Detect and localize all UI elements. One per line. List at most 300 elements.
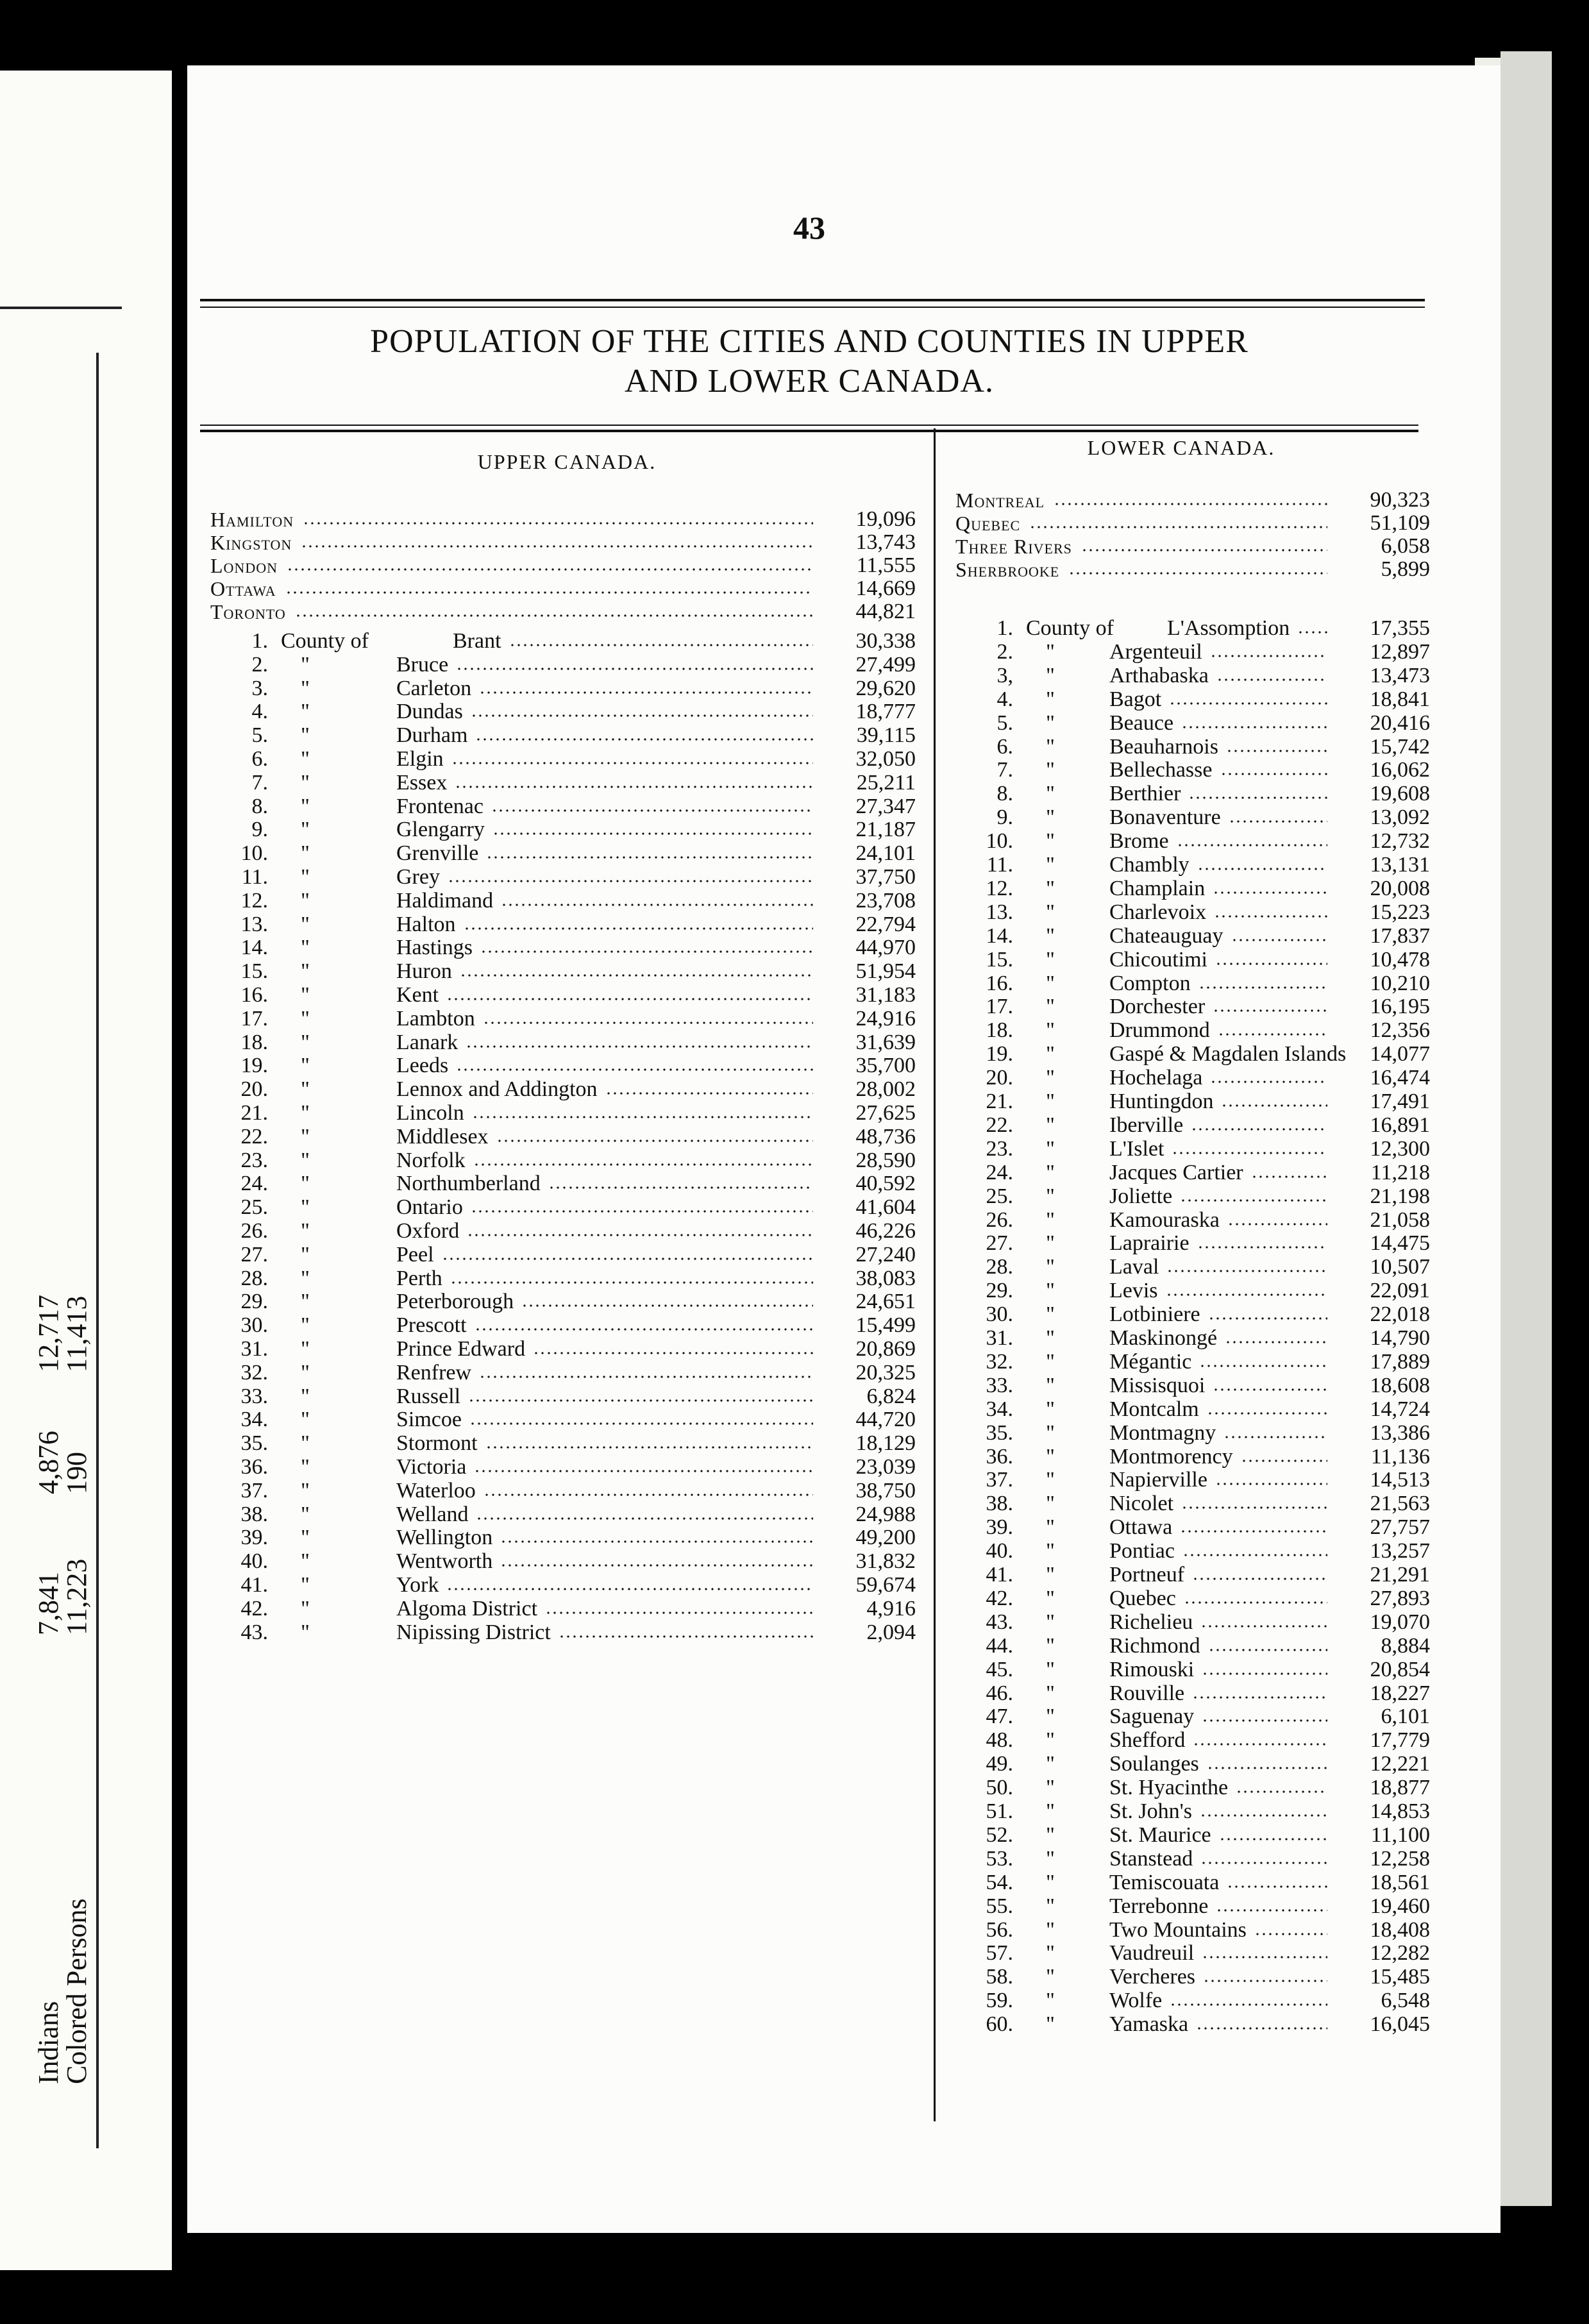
upper-leader-dots — [295, 614, 813, 617]
lower-leader-dots — [1203, 1980, 1327, 1982]
lower-city-value: 51,109 — [1370, 511, 1430, 535]
lower-county-number: 36. — [986, 1444, 1013, 1469]
lower-county-ditto: " — [1046, 1799, 1055, 1823]
lower-leader-dots — [1207, 1767, 1327, 1769]
upper-leader-dots — [545, 1612, 813, 1614]
lower-county-ditto: " — [1046, 1136, 1055, 1161]
lower-county-number: 8. — [996, 782, 1013, 806]
lower-county-value: 18,227 — [1370, 1681, 1430, 1705]
lower-leader-dots — [1231, 939, 1328, 941]
upper-county-name: Hastings — [396, 936, 473, 960]
lower-county-row — [955, 1043, 1430, 1066]
lower-county-ditto: " — [1046, 1492, 1055, 1516]
lower-county-row — [955, 759, 1430, 782]
lower-county-ditto: " — [1046, 1184, 1055, 1208]
upper-leader-dots — [480, 950, 813, 953]
upper-county-row — [210, 1314, 916, 1337]
lower-county-row — [955, 1398, 1430, 1421]
upper-county-name: Dundas — [396, 700, 463, 724]
upper-county-ditto: " — [301, 1360, 310, 1385]
lower-county-ditto: " — [1046, 1373, 1055, 1397]
lower-county-name: Hochelaga — [1109, 1066, 1203, 1090]
upper-county-number: 19. — [240, 1054, 268, 1078]
lower-city-name: Quebec — [955, 512, 1021, 535]
lower-county-ditto: " — [1046, 639, 1055, 664]
upper-county-ditto: " — [301, 1526, 310, 1550]
lower-county-row — [955, 830, 1430, 853]
lower-county-name: Bonaventure — [1109, 805, 1221, 830]
lower-county-number: 2. — [996, 639, 1013, 664]
upper-county-value: 27,347 — [855, 794, 916, 818]
lower-leader-dots — [1181, 726, 1327, 728]
lower-county-ditto: " — [1046, 1255, 1055, 1279]
lower-county-value: 17,889 — [1370, 1349, 1430, 1374]
upper-county-name: Norfolk — [396, 1148, 466, 1172]
upper-county-ditto: " — [301, 1030, 310, 1054]
lower-county-value: 16,891 — [1370, 1113, 1430, 1137]
upper-county-name: Ontario — [396, 1195, 463, 1220]
upper-leader-dots — [479, 1376, 813, 1378]
upper-county-value: 31,183 — [855, 983, 916, 1007]
lower-county-name: Terrebonne — [1109, 1894, 1209, 1918]
upper-leader-dots — [471, 1210, 813, 1213]
lower-county-value: 16,062 — [1370, 758, 1430, 782]
lower-county-number: 1. — [996, 616, 1013, 640]
lower-county-ditto: " — [1046, 1728, 1055, 1753]
upper-county-ditto: " — [301, 1408, 310, 1432]
lower-county-row — [955, 617, 1430, 640]
upper-county-number: 43. — [240, 1620, 268, 1644]
lower-county-name: Bagot — [1109, 687, 1162, 711]
lower-leader-dots — [1227, 1885, 1327, 1888]
lower-leader-dots — [1180, 1530, 1327, 1533]
lower-county-value: 14,475 — [1370, 1231, 1430, 1256]
lower-county-row — [955, 1019, 1430, 1042]
lower-county-value: 21,058 — [1370, 1208, 1430, 1232]
upper-leader-dots — [501, 904, 813, 906]
lower-leader-dots — [1172, 1152, 1327, 1154]
upper-county-ditto: " — [301, 1266, 310, 1290]
upper-county-ditto: " — [301, 865, 310, 889]
lower-county-name: Maskinongé — [1109, 1326, 1218, 1350]
upper-county-name: Glengarry — [396, 818, 485, 842]
upper-county-value: 44,720 — [855, 1408, 916, 1432]
lower-county-number: 29. — [986, 1279, 1013, 1303]
upper-county-row — [210, 677, 916, 700]
upper-county-name: Russell — [396, 1384, 461, 1408]
upper-county-row — [210, 1078, 916, 1101]
lower-county-row — [955, 1635, 1430, 1658]
upper-county-row — [210, 1338, 916, 1361]
lower-county-ditto: " — [1046, 711, 1055, 735]
lower-county-name: Jacques Cartier — [1109, 1160, 1243, 1184]
upper-county-number: 23. — [240, 1148, 268, 1172]
lower-leader-dots — [1193, 1743, 1327, 1746]
lower-county-number: 23. — [986, 1136, 1013, 1161]
upper-county-name: Grenville — [396, 841, 479, 866]
lower-county-number: 14. — [986, 923, 1013, 948]
lower-county-ditto: " — [1046, 805, 1055, 830]
upper-county-value: 35,700 — [855, 1054, 916, 1078]
lower-county-row — [955, 1469, 1430, 1492]
upper-county-value: 27,625 — [855, 1101, 916, 1125]
upper-county-value: 21,187 — [855, 818, 916, 842]
upper-leader-dots — [533, 1352, 813, 1354]
lower-county-ditto: " — [1046, 1539, 1055, 1563]
upper-county-row — [210, 1220, 916, 1243]
upper-county-ditto: " — [301, 1172, 310, 1196]
upper-county-row — [210, 795, 916, 818]
upper-county-name: Halton — [396, 912, 456, 936]
lower-county-name: Chambly — [1109, 853, 1190, 877]
upper-county-ditto: " — [301, 1573, 310, 1597]
upper-county-value: 15,499 — [855, 1313, 916, 1338]
lower-leader-dots — [1216, 678, 1327, 681]
lower-leader-dots — [1220, 773, 1328, 775]
lower-county-row — [955, 877, 1430, 900]
upper-leader-dots — [476, 1517, 813, 1520]
lower-leader-dots — [1254, 1933, 1327, 1935]
upper-county-value: 31,832 — [855, 1549, 916, 1574]
upper-city-row — [210, 577, 916, 600]
upper-county-value: 39,115 — [856, 723, 916, 748]
upper-canada-heading: UPPER CANADA. — [477, 450, 657, 473]
lower-county-value: 18,608 — [1370, 1373, 1430, 1397]
lower-county-value: 13,092 — [1370, 805, 1430, 830]
lower-leader-dots — [1180, 1199, 1327, 1202]
upper-city-name: Kingston — [210, 531, 292, 554]
upper-county-name: Northumberland — [396, 1172, 541, 1196]
lower-leader-dots — [1226, 750, 1327, 752]
lower-county-name: Richmond — [1109, 1633, 1200, 1658]
upper-leader-dots — [456, 1068, 813, 1071]
upper-city-name: Ottawa — [210, 577, 276, 600]
top-rule-thin — [200, 307, 1425, 308]
lower-county-row — [955, 1611, 1430, 1634]
lower-county-name: Chicoutimi — [1109, 947, 1207, 972]
lower-county-number: 32. — [986, 1349, 1013, 1374]
lower-county-ditto: " — [1046, 1894, 1055, 1918]
lower-county-number: 9. — [996, 805, 1013, 830]
lower-leader-dots — [1241, 1460, 1327, 1462]
lower-leader-dots — [1210, 1081, 1327, 1083]
upper-county-value: 46,226 — [855, 1219, 916, 1243]
lower-leader-dots — [1200, 1814, 1327, 1817]
lower-county-row — [955, 2013, 1430, 2036]
lower-county-name: Wolfe — [1109, 1989, 1163, 2013]
lower-leader-dots — [1188, 796, 1327, 799]
upper-county-ditto: " — [301, 794, 310, 818]
upper-county-row — [210, 984, 916, 1007]
lower-county-number: 22. — [986, 1113, 1013, 1137]
lower-county-row — [955, 948, 1430, 972]
lower-county-value: 12,282 — [1370, 1941, 1430, 1966]
upper-county-name: Perth — [396, 1266, 442, 1290]
lower-county-number: 35. — [986, 1420, 1013, 1445]
lower-county-name: L'Islet — [1109, 1136, 1164, 1161]
lower-county-ditto: " — [1046, 900, 1055, 924]
upper-county-ditto: " — [301, 1148, 310, 1172]
lower-county-value: 18,877 — [1370, 1776, 1430, 1800]
lower-leader-dots — [1197, 1246, 1327, 1249]
lower-county-value: 14,513 — [1370, 1468, 1430, 1492]
lower-leader-dots — [1200, 1862, 1327, 1864]
lower-county-row — [955, 688, 1430, 711]
lower-county-name: Quebec — [1109, 1586, 1176, 1610]
lower-county-value: 15,742 — [1370, 734, 1430, 759]
lower-county-row — [955, 1185, 1430, 1208]
upper-county-value: 6,824 — [866, 1384, 916, 1408]
lower-county-number: 44. — [986, 1633, 1013, 1658]
lower-county-value: 21,198 — [1370, 1184, 1430, 1208]
upper-county-ditto: " — [301, 1337, 310, 1361]
upper-county-value: 4,916 — [866, 1596, 916, 1621]
lower-city-row — [955, 558, 1430, 581]
upper-county-row — [210, 724, 916, 747]
lower-county-number: 37. — [986, 1468, 1013, 1492]
lower-county-name: Argenteuil — [1109, 639, 1202, 664]
lower-county-number: 53. — [986, 1846, 1013, 1871]
upper-county-ditto: " — [301, 700, 310, 724]
lower-county-row — [955, 1540, 1430, 1563]
lower-county-row — [955, 1729, 1430, 1752]
upper-county-row — [210, 1243, 916, 1267]
upper-county-number: 6. — [251, 747, 268, 771]
facing-label-colored-persons: Colored Persons — [61, 1898, 92, 2084]
lower-county-value: 10,210 — [1370, 971, 1430, 995]
upper-county-value: 44,970 — [855, 936, 916, 960]
upper-county-value: 49,200 — [855, 1526, 916, 1550]
lower-leader-dots — [1210, 655, 1327, 657]
title-rule-thin — [200, 425, 1418, 426]
lower-county-number: 49. — [986, 1752, 1013, 1776]
lower-county-row — [955, 1066, 1430, 1090]
lower-county-value: 27,893 — [1370, 1586, 1430, 1610]
lower-county-value: 11,218 — [1370, 1160, 1430, 1184]
lower-county-ditto: " — [1046, 1657, 1055, 1681]
lower-county-number: 51. — [986, 1799, 1013, 1823]
lower-county-ditto: " — [1046, 1563, 1055, 1587]
upper-county-number: 37. — [240, 1478, 268, 1503]
upper-county-row — [210, 700, 916, 723]
upper-county-name: Brant — [453, 629, 501, 653]
facing-page-rule — [0, 307, 122, 309]
lower-county-ditto: County of — [1026, 616, 1114, 640]
upper-county-value: 22,794 — [855, 912, 916, 936]
lower-county-row — [955, 1256, 1430, 1279]
lower-county-number: 19. — [986, 1042, 1013, 1066]
upper-county-value: 25,211 — [856, 770, 916, 795]
lower-city-value: 90,323 — [1370, 488, 1430, 512]
lower-county-ditto: " — [1046, 687, 1055, 711]
lower-county-value: 15,223 — [1370, 900, 1430, 924]
lower-county-value: 10,507 — [1370, 1255, 1430, 1279]
upper-county-row — [210, 1267, 916, 1290]
lower-county-name: Portneuf — [1109, 1563, 1185, 1587]
upper-city-value: 13,743 — [855, 530, 916, 554]
upper-county-number: 21. — [240, 1101, 268, 1125]
upper-county-number: 17. — [240, 1006, 268, 1031]
upper-county-value: 20,325 — [855, 1360, 916, 1385]
upper-county-row — [210, 1550, 916, 1573]
upper-county-ditto: " — [301, 1620, 310, 1644]
lower-county-value: 21,563 — [1370, 1492, 1430, 1516]
lower-county-row — [955, 641, 1430, 664]
upper-leader-dots — [472, 1116, 813, 1118]
lower-county-ditto: " — [1046, 1231, 1055, 1256]
lower-county-name: Pontiac — [1109, 1539, 1175, 1563]
upper-county-ditto: " — [301, 1455, 310, 1479]
upper-county-row — [210, 960, 916, 983]
lower-leader-dots — [1213, 891, 1327, 894]
upper-county-ditto: " — [301, 841, 310, 866]
lower-county-name: Compton — [1109, 971, 1191, 995]
lower-leader-dots — [1182, 1554, 1327, 1556]
lower-leader-dots — [1202, 1672, 1327, 1675]
lower-city-row — [955, 489, 1430, 512]
upper-leader-dots — [548, 1186, 813, 1189]
lower-county-value: 14,853 — [1370, 1799, 1430, 1823]
upper-county-ditto: " — [301, 1596, 310, 1621]
lower-county-row — [955, 901, 1430, 924]
upper-city-name: Toronto — [210, 600, 286, 623]
lower-leader-dots — [1225, 1341, 1327, 1343]
lower-county-name: Two Mountains — [1109, 1917, 1247, 1942]
lower-county-number: 3, — [996, 663, 1013, 687]
upper-leader-dots — [475, 738, 813, 741]
upper-county-number: 39. — [240, 1526, 268, 1550]
lower-leader-dots — [1192, 1696, 1327, 1699]
lower-county-number: 52. — [986, 1823, 1013, 1847]
lower-county-value: 19,070 — [1370, 1610, 1430, 1634]
lower-county-ditto: " — [1046, 782, 1055, 806]
upper-leader-dots — [475, 1328, 813, 1331]
upper-county-name: Oxford — [396, 1219, 460, 1243]
upper-county-row — [210, 1408, 916, 1431]
lower-county-number: 24. — [986, 1160, 1013, 1184]
lower-leader-dots — [1214, 915, 1327, 918]
lower-county-number: 11. — [986, 853, 1013, 877]
lower-county-name: Gaspé & Magdalen Islands — [1109, 1042, 1347, 1066]
lower-city-name: Sherbrooke — [955, 558, 1060, 581]
upper-county-name: Algoma District — [396, 1596, 538, 1621]
lower-county-row — [955, 1090, 1430, 1113]
upper-county-value: 20,869 — [855, 1337, 916, 1361]
lower-county-name: Drummond — [1109, 1018, 1210, 1043]
lower-leader-dots — [1208, 1317, 1327, 1320]
lower-county-ditto: " — [1046, 1965, 1055, 1989]
lower-county-row — [955, 782, 1430, 805]
upper-county-number: 4. — [251, 700, 268, 724]
lower-county-ditto: " — [1046, 853, 1055, 877]
upper-leader-dots — [479, 691, 813, 694]
lower-county-ditto: " — [1046, 1633, 1055, 1658]
lower-county-name: Saguenay — [1109, 1705, 1195, 1729]
lower-county-number: 28. — [986, 1255, 1013, 1279]
lower-county-value: 19,460 — [1370, 1894, 1430, 1918]
upper-county-row — [210, 630, 916, 653]
lower-county-row — [955, 1161, 1430, 1184]
upper-county-name: Waterloo — [396, 1478, 476, 1503]
upper-leader-dots — [451, 762, 813, 764]
upper-county-number: 40. — [240, 1549, 268, 1574]
lower-county-value: 8,884 — [1381, 1633, 1430, 1658]
upper-leader-dots — [301, 545, 813, 548]
lower-leader-dots — [1170, 2003, 1327, 2006]
lower-county-value: 20,008 — [1370, 876, 1430, 900]
upper-county-name: Welland — [396, 1502, 469, 1526]
lower-leader-dots — [1184, 1601, 1327, 1604]
lower-leader-dots — [1202, 1956, 1327, 1958]
upper-leader-dots — [446, 998, 813, 1000]
lower-county-ditto: " — [1046, 1349, 1055, 1374]
upper-county-number: 32. — [240, 1360, 268, 1385]
upper-county-name: Carleton — [396, 676, 472, 700]
lower-leader-dots — [1297, 631, 1327, 634]
lower-leader-dots — [1068, 572, 1327, 575]
upper-county-ditto: " — [301, 1313, 310, 1338]
lower-county-number: 40. — [986, 1539, 1013, 1563]
upper-leader-dots — [605, 1092, 813, 1095]
facing-figure: 11,223 — [61, 1558, 92, 1635]
lower-county-number: 4. — [996, 687, 1013, 711]
lower-county-name: Brome — [1109, 829, 1169, 854]
lower-county-name: Missisquoi — [1109, 1373, 1206, 1397]
upper-county-name: York — [396, 1573, 439, 1597]
upper-leader-dots — [492, 832, 813, 835]
lower-leader-dots — [1081, 549, 1327, 552]
lower-leader-dots — [1197, 868, 1327, 870]
upper-county-value: 29,620 — [855, 676, 916, 700]
lower-county-name: Yamaska — [1109, 2012, 1189, 2037]
upper-county-value: 59,674 — [855, 1573, 916, 1597]
upper-leader-dots — [500, 1564, 813, 1567]
lower-county-name: Levis — [1109, 1279, 1158, 1303]
lower-county-number: 6. — [996, 734, 1013, 759]
lower-leader-dots — [1202, 1719, 1327, 1722]
lower-county-ditto: " — [1046, 1846, 1055, 1871]
upper-county-number: 3. — [251, 676, 268, 700]
page-title — [187, 322, 1431, 401]
lower-county-ditto: " — [1046, 1018, 1055, 1043]
lower-county-number: 59. — [986, 1989, 1013, 2013]
upper-county-name: Prince Edward — [396, 1337, 526, 1361]
lower-county-value: 17,491 — [1370, 1090, 1430, 1113]
lower-county-name: Rouville — [1109, 1681, 1185, 1705]
upper-leader-dots — [456, 668, 813, 670]
page — [187, 65, 1501, 2233]
upper-county-number: 18. — [240, 1030, 268, 1054]
upper-county-ditto: " — [301, 1549, 310, 1574]
lower-county-row — [955, 1848, 1430, 1871]
lower-county-value: 16,045 — [1370, 2012, 1430, 2037]
lower-county-ditto: " — [1046, 1823, 1055, 1847]
lower-leader-dots — [1221, 1104, 1327, 1107]
upper-county-number: 8. — [251, 794, 268, 818]
lower-county-row — [955, 1445, 1430, 1469]
lower-county-number: 38. — [986, 1492, 1013, 1516]
lower-county-name: St. John's — [1109, 1799, 1192, 1823]
lower-canada-heading: LOWER CANADA. — [1087, 436, 1275, 459]
upper-city-value: 44,821 — [855, 600, 916, 623]
facing-figure: 11,413 — [61, 1295, 92, 1372]
lower-county-ditto: " — [1046, 876, 1055, 900]
upper-county-row — [210, 1479, 916, 1503]
lower-leader-dots — [1029, 526, 1327, 528]
upper-county-row — [210, 653, 916, 677]
upper-county-row — [210, 866, 916, 889]
lower-leader-dots — [1218, 1033, 1327, 1036]
